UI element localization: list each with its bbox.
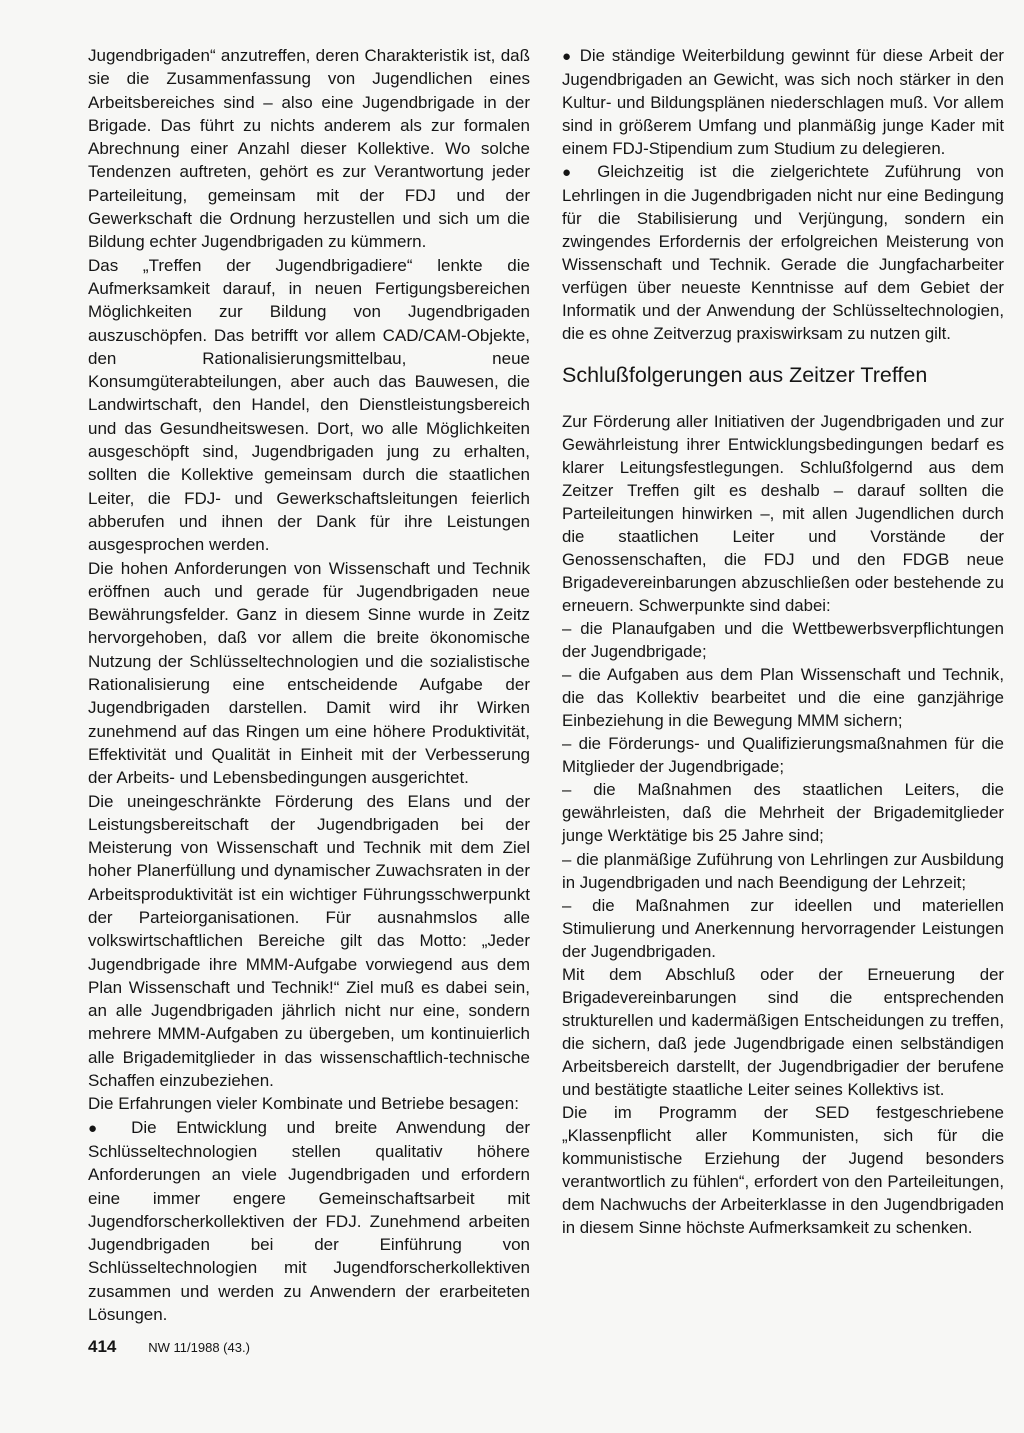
list-item: – die Maßnahmen des staatlichen Leiters, die gewährleisten, daß die Mehrheit der Brigademitglieder junge Werktätige bis 25 Jahre sind; (562, 780, 1004, 846)
bullet-paragraph: ● Gleichzeitig ist die zielgerichtete Zuführung von Lehrlingen in die Jugendbrigaden nicht nur eine Bedingung für die Stabilisierung und Verjüngung, sondern ein zwingendes Erfordernis der erfolgreichen Meisterung von Wissenschaft und Technik. Gerade die Jungfacharbeiter verfügen über neueste Kenntnisse auf dem Gebiet der Informatik und der Anwendung der Schlüsseltechnologien, die es ohne Zeitverzug praxiswirksam zu nutzen gilt. (562, 160, 1004, 345)
right-column (562, 44, 1004, 1239)
page-number: 414 (88, 1337, 117, 1356)
page-footer (88, 1337, 250, 1358)
paragraph: Mit dem Abschluß oder der Erneuerung der Brigadevereinbarungen sind die entsprechenden strukturellen und kadermäßigen Entscheidungen zu treffen, die sichern, daß jede Jugendbrigade einen selbständigen Arbeitsbereich darstellt, der Jugendbrigadier der berufene und bestätigte staatliche Leiter seines Kollektivs ist. (562, 964, 1004, 1099)
bullet-paragraph: ● Die Entwicklung und breite Anwendung der Schlüsseltechnologien stellen qualitativ höhere Anforderungen an viele Jugendbrigaden und erfordern eine immer engere Gemeinschaftsarbeit mit Jugendforscherkollektiven der FDJ. Zunehmend arbeiten Jugendbrigaden bei der Einführung von Schlüsseltechnologien mit Jugendforscherkollektiven zusammen und werden zu Anwendern der erarbeiteten Lösungen. (88, 1116, 530, 1327)
paragraph: Zur Förderung aller Initiativen der Jugendbrigaden und zur Gewährleistung ihrer Entwicklungsbedingungen bedarf es klarer Leitungsfestlegungen. Schlußfolgernd aus dem Zeitzer Treffen gilt es deshalb – darauf sollten die Parteileitungen hinwirken –, mit allen Jugendlichen durch die staatlichen Leiter und Vorstände der Genossenschaften, die FDJ und den FDGB neue Brigadevereinbarungen abzuschließen oder bestehende zu erneuern. Schwerpunkte sind dabei: (562, 412, 1004, 616)
list-item: – die Förderungs- und Qualifizierungsmaßnahmen für die Mitglieder der Jugendbrigade; (562, 734, 1004, 777)
journal-reference: NW 11/1988 (43.) (148, 1340, 250, 1355)
paragraph: Jugendbrigaden“ anzutreffen, deren Charakteristik ist, daß sie die Zusammenfassung von Jugendlichen eines Arbeitsbereiches sind – also eine Jugendbrigade in der Brigade. Das führt zu nichts anderem als zur formalen Abrechnung einer Anzahl dieser Kollektive. Wo solche Tendenzen auftreten, gehört es zur Verantwortung jeder Parteileitung, gemeinsam mit der FDJ und der Gewerkschaft die Ordnung herzustellen und sich um die Bildung echter Jugendbrigaden zu kümmern. (88, 46, 530, 252)
paragraph: Die Erfahrungen vieler Kombinate und Betriebe besagen: (88, 1094, 519, 1114)
paragraph: Das „Treffen der Jugendbrigadiere“ lenkte die Aufmerksamkeit darauf, in neuen Fertigungsbereichen Möglichkeiten zur Bildung von Jugendbrigaden auszuschöpfen. Das betrifft vor allem CAD/CAM-Objekte, den Rationalisierungsmittelbau, neue Konsumgüterabteilungen, aber auch das Bauwesen, die Landwirtschaft, den Handel, den Dienstleistungsbereich und das Gesundheitswesen. Dort, wo alle Möglichkeiten ausgeschöpft sind, Jugendbrigaden jung zu erhalten, sollten die Kollektive gemeinsam durch die staatlichen Leiter, die FDJ- und Gewerkschaftsleitungen feierlich abberufen und ihnen der Dank für ihre Leistungen ausgesprochen werden. (88, 255, 530, 555)
left-column (88, 44, 530, 1326)
list-item: – die Planaufgaben und die Wettbewerbsverpflichtungen der Jugendbrigade; (562, 619, 1004, 662)
paragraph: Die hohen Anforderungen von Wissenschaft und Technik eröffnen auch und gerade für Jugendbrigaden neue Bewährungsfelder. Ganz in diesem Sinne wurde in Zeitz hervorgehoben, daß vor allem die breite ökonomische Nutzung der Schlüsseltechnologien und die sozialistische Rationalisierung eine entscheidende Aufgabe der Jugendbrigaden darstellen. Damit wird ihr Wirken zunehmend auf das Ringen um eine höhere Produktivität, Effektivität und Qualität in Einheit mit der Verbesserung der Arbeits- und Lebensbedingungen ausgerichtet. (88, 558, 530, 788)
paragraph: Die im Programm der SED festgeschriebene „Klassenpflicht aller Kommunisten, sich für die kommunistische Erziehung der Jugend besonders verantwortlich zu fühlen“, erfordert von den Parteileitungen, dem Nachwuchs der Arbeiterklasse in den Jugendbrigaden in diesem Sinne höchste Aufmerksamkeit zu schenken. (562, 1102, 1004, 1237)
section-heading: Schlußfolgerungen aus Zeitzer Treffen (562, 363, 928, 388)
list-item: – die planmäßige Zuführung von Lehrlingen zur Ausbildung in Jugendbrigaden und nach Beendigung der Lehrzeit; (562, 849, 1004, 892)
paragraph: Die uneingeschränkte Förderung des Elans und der Leistungsbereitschaft der Jugendbrigaden bei der Meisterung von Wissenschaft und Technik mit dem Ziel hoher Planerfüllung und dynamischer Zuwachsraten in der Arbeitsproduktivität ist ein wichtiger Führungsschwerpunkt der Parteiorganisationen. Für ausnahmslos alle volkswirtschaftlichen Bereiche gilt das Motto: „Jeder Jugendbrigade ihre MMM-Aufgabe vorwiegend aus dem Plan Wissenschaft und Technik!“ Ziel muß es dabei sein, an alle Jugendbrigaden jährlich nicht nur eine, sondern mehrere MMM-Aufgaben zu übergeben, um kontinuierlich alle Brigademitglieder in das wissenschaftlich-technische Schaffen einzubeziehen. (88, 791, 530, 1091)
list-item: – die Maßnahmen zur ideellen und materiellen Stimulierung und Anerkennung hervorragender Leistungen der Jugendbrigaden. (562, 895, 1004, 961)
list-item: – die Aufgaben aus dem Plan Wissenschaft und Technik, die das Kollektiv bearbeitet und die eine ganzjährige Einbeziehung in die Bewegung MMM sichern; (562, 665, 1004, 731)
bullet-paragraph: ● Die ständige Weiterbildung gewinnt für diese Arbeit der Jugendbrigaden an Gewicht, was sich noch stärker in den Kultur- und Bildungsplänen niederschlagen muß. Vor allem sind in größerem Umfang und planmäßig junge Kader mit einem FDJ-Stipendium zum Studium zu delegieren. (562, 44, 1004, 160)
